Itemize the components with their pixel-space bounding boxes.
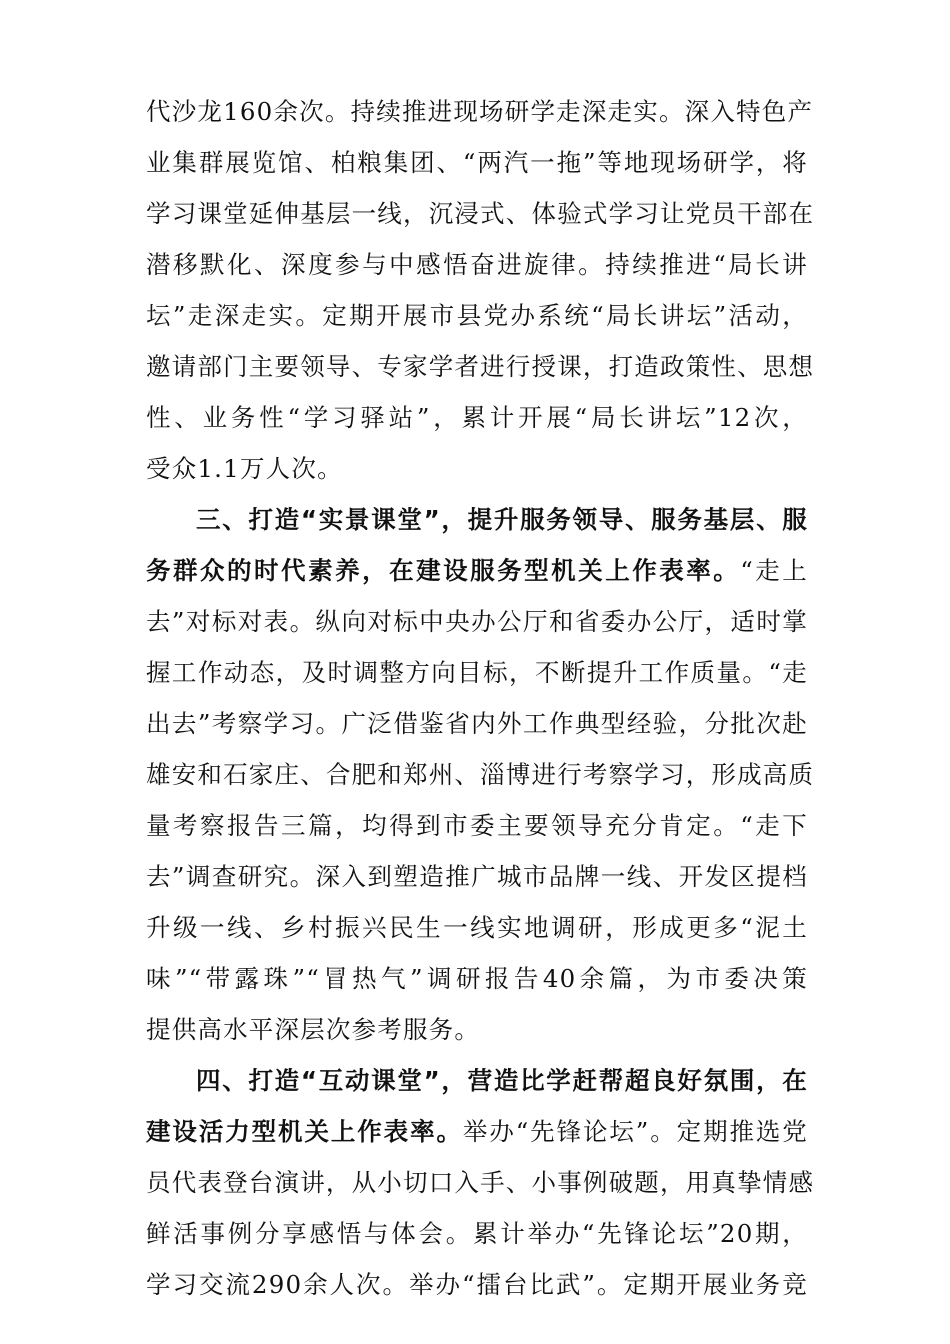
body-text: 量考察报告三篇，均得到市委主要领导充分肯定。“走下 — [146, 811, 808, 840]
text-line — [146, 1212, 808, 1256]
heading-text: 建设活力型机关上作表率。 — [146, 1117, 463, 1146]
text-line — [146, 90, 814, 134]
body-text: 潜移默化、深度参与中感悟奋进旋律。持续推进“局长讲 — [146, 250, 808, 279]
text-line — [146, 651, 808, 695]
body-text: 去”调查研究。深入到塑造推广城市品牌一线、开发区提档 — [146, 862, 808, 891]
text-line — [196, 498, 808, 542]
text-line — [146, 753, 815, 797]
body-text: 鲜活事例分享感悟与体会。累计举办“先锋论坛”20期， — [146, 1219, 808, 1248]
text-line — [146, 141, 808, 185]
text-line — [146, 804, 808, 848]
body-text: 雄安和石家庄、合肥和郑州、淄博进行考察学习，形成高质 — [146, 760, 815, 789]
text-line — [146, 294, 808, 338]
body-text: 出去”考察学习。广泛借鉴省内外工作典型经验，分批次赴 — [146, 709, 808, 738]
body-text: 握工作动态，及时调整方向目标，不断提升工作质量。“走 — [146, 658, 808, 687]
text-line — [146, 396, 808, 440]
body-text: 学习课堂延伸基层一线，沉浸式、体验式学习让党员干部在 — [146, 199, 815, 228]
heading-text: 务群众的时代素养，在建设服务型机关上作表率。 — [146, 556, 741, 585]
body-text: 坛”走深走实。定期开展市县党办系统“局长讲坛”活动， — [146, 301, 808, 330]
text-line — [146, 1110, 808, 1154]
text-line — [146, 600, 808, 644]
body-text: 代沙龙160余次。持续推进现场研学走深走实。深入特色产 — [146, 97, 814, 126]
text-line — [146, 1263, 808, 1307]
text-line — [146, 906, 808, 950]
text-line — [196, 1059, 808, 1103]
body-text: 受众1.1万人次。 — [146, 454, 343, 483]
text-line — [146, 702, 808, 746]
text-line — [146, 549, 808, 593]
text-line — [146, 243, 808, 287]
body-text: 员代表登台演讲，从小切口入手、小事例破题，用真挚情感 — [146, 1168, 815, 1197]
text-line — [146, 345, 815, 389]
text-line — [146, 447, 343, 491]
body-text: “走上 — [740, 556, 808, 585]
body-text: 提供高水平深层次参考服务。 — [146, 1015, 481, 1044]
body-text: 邀请部门主要领导、专家学者进行授课，打造政策性、思想 — [146, 352, 815, 381]
body-text: 升级一线、乡村振兴民生一线实地调研，形成更多“泥土 — [146, 913, 808, 942]
text-line — [146, 957, 808, 1001]
body-text: 业集群展览馆、柏粮集团、“两汽一拖”等地现场研学，将 — [146, 148, 808, 177]
body-text: 性、业务性“学习驿站”，累计开展“局长讲坛”12次， — [146, 403, 808, 432]
text-line — [146, 192, 815, 236]
text-line — [146, 855, 808, 899]
heading-text: 三、打造“实景课堂”，提升服务领导、服务基层、服 — [196, 505, 808, 534]
body-text: 去”对标对表。纵向对标中央办公厅和省委办公厅，适时掌 — [146, 607, 808, 636]
heading-text: 四、打造“互动课堂”，营造比学赶帮超良好氛围，在 — [196, 1066, 808, 1095]
text-line — [146, 1008, 480, 1052]
body-text: 味”“带露珠”“冒热气”调研报告40余篇，为市委决策 — [146, 964, 808, 993]
body-text: 学习交流290余人次。举办“擂台比武”。定期开展业务竞 — [146, 1270, 808, 1299]
text-line — [146, 1161, 815, 1205]
body-text: 举办“先锋论坛”。定期推选党 — [462, 1117, 808, 1146]
